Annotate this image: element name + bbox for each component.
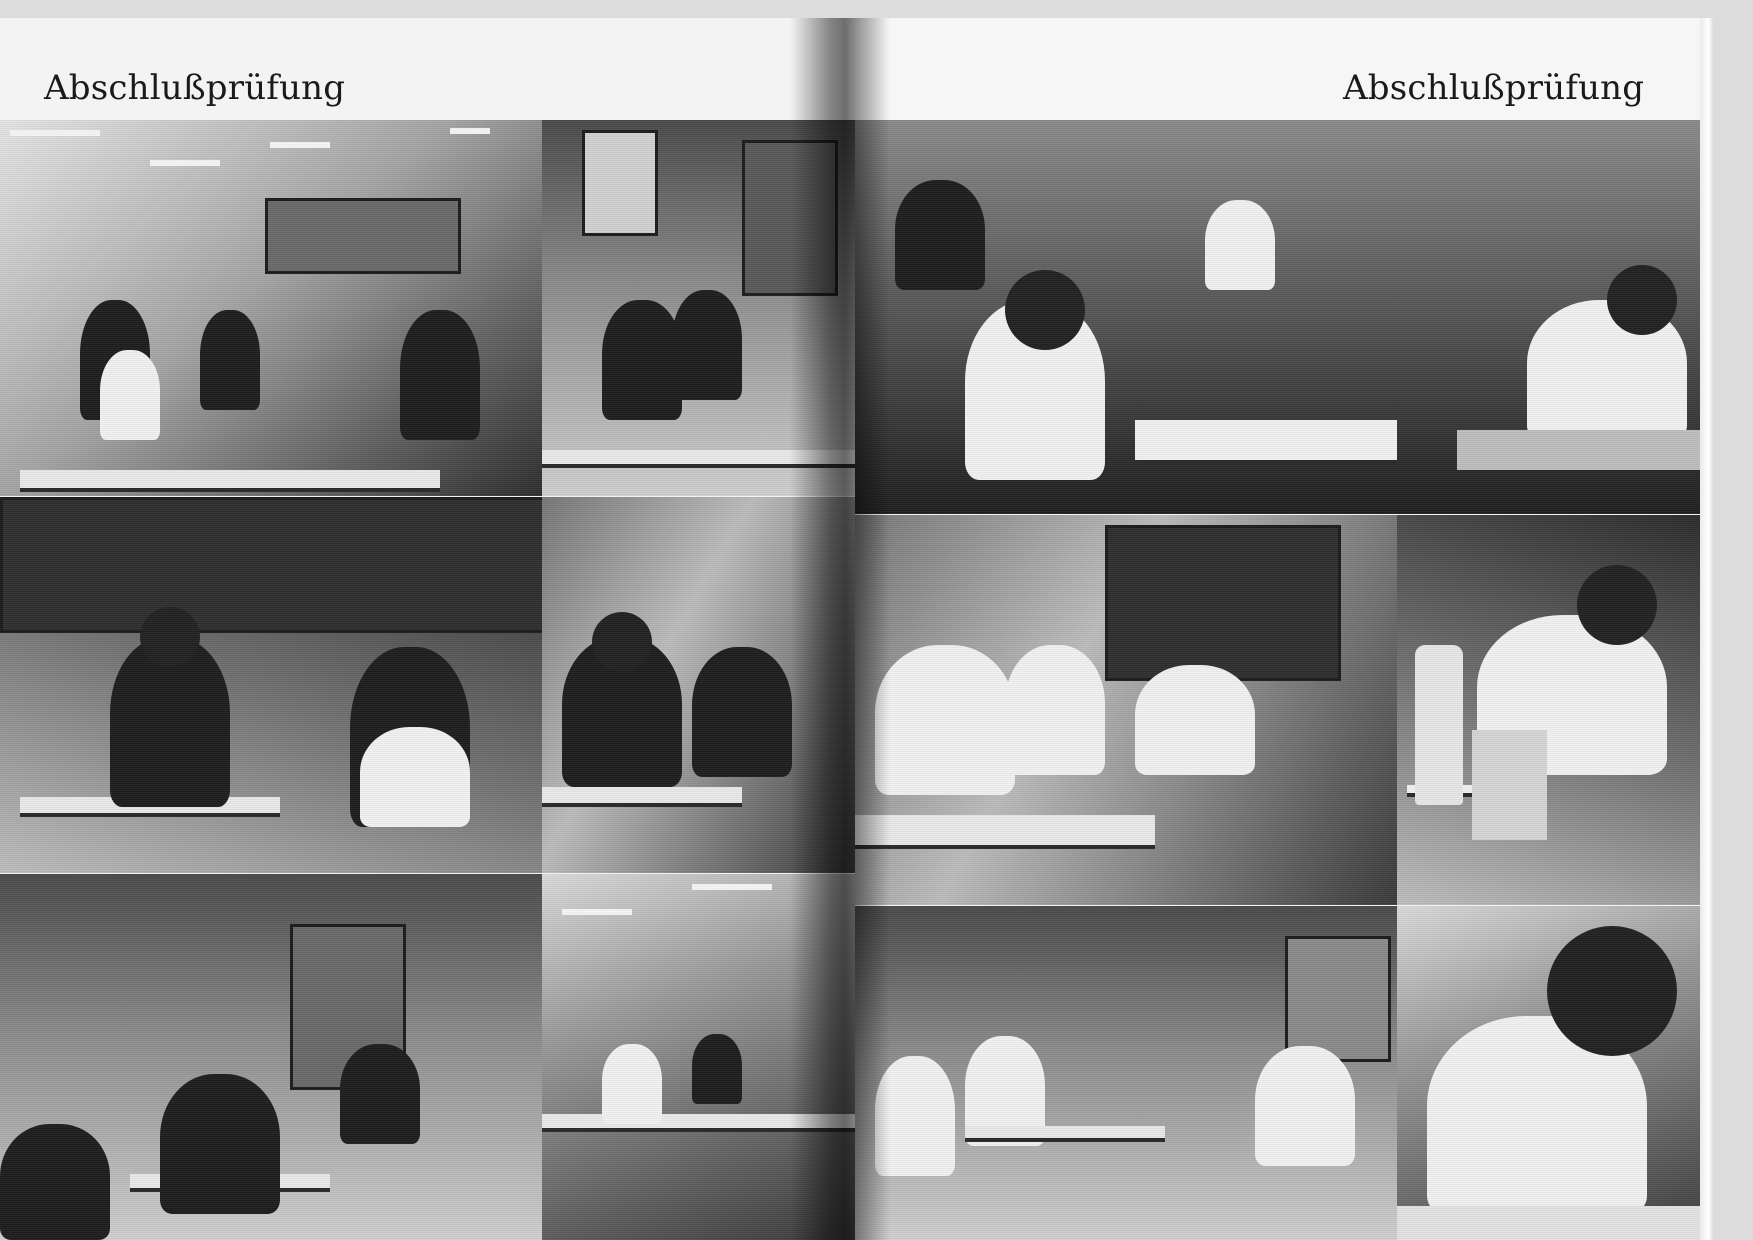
photo-exam-room-back: [855, 906, 1397, 1240]
carton-shape: [1472, 730, 1547, 840]
photo-student-with-bottle: [1397, 515, 1700, 905]
page-edge: [1700, 18, 1714, 1240]
photo-student-closeup-writing: [1397, 120, 1700, 514]
photo-students-writing-windows: [0, 497, 542, 873]
photo-students-bent-over-desks: [542, 497, 855, 873]
photo-exam-hall-rows: [0, 874, 542, 1240]
page-title-right: Abschlußprüfung: [1343, 68, 1645, 108]
photo-students-group-writing: [855, 120, 1397, 514]
photo-students-striped-shirts: [855, 515, 1397, 905]
page-title-left: Abschlußprüfung: [44, 68, 346, 108]
photo-classroom-window-row: [542, 120, 855, 496]
photo-student-hand-on-head: [1397, 906, 1700, 1240]
photo-classroom-overview: [0, 120, 542, 496]
photo-exam-hall-wide: [542, 874, 855, 1240]
bottle-shape: [1415, 645, 1463, 805]
